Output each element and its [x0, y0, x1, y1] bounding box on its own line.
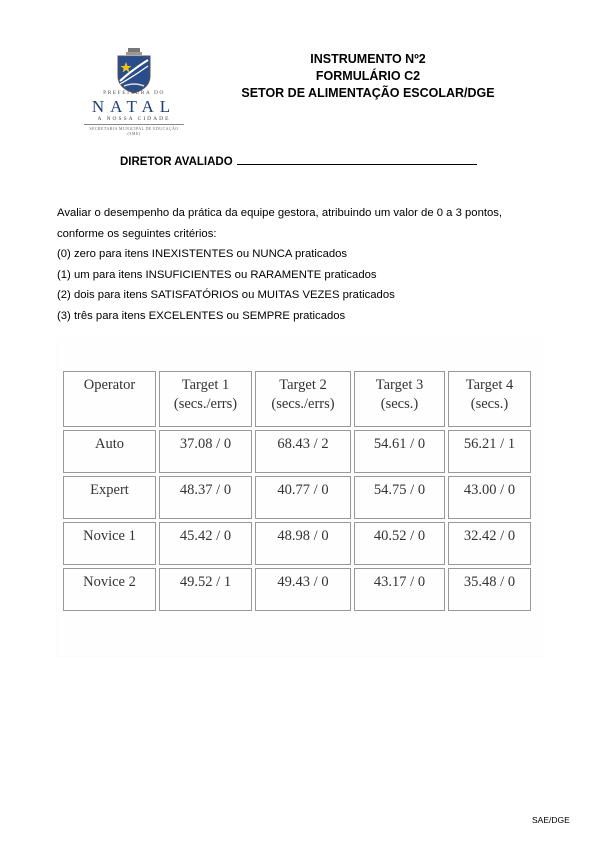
operator-cell: Novice 1 — [63, 522, 156, 565]
header-cell-line1: Operator — [83, 377, 136, 393]
criterion-zero: (0) zero para itens INEXISTENTES ou NUNCA praticados — [57, 248, 348, 261]
header-cell-line2: (secs./errs) — [271, 396, 335, 412]
table-cell: 49.43 / 0 — [255, 568, 351, 611]
table-row — [63, 568, 531, 611]
table-cell: 56.21 / 1 — [448, 430, 531, 473]
logo-subline — [76, 126, 192, 136]
header-cell-line1: Target 3 — [375, 377, 424, 393]
instructions — [57, 203, 502, 327]
page-footer: SAE/DGE — [532, 815, 570, 825]
criterion-three: (3) três para itens EXCELENTES ou SEMPRE praticados — [57, 309, 346, 322]
table-cell: 48.98 / 0 — [255, 522, 351, 565]
logo-ribbon-text: PREFEITURA DO — [103, 90, 165, 96]
table-cell: 43.17 / 0 — [354, 568, 445, 611]
results-table — [60, 368, 534, 614]
instruction-line: conforme os seguintes critérios: — [57, 227, 217, 240]
header-cell-line1: Target 4 — [465, 377, 514, 393]
table-header-row — [63, 371, 531, 427]
header-cell-line2: (secs.) — [380, 396, 419, 412]
header-cell-line2: (secs./errs) — [173, 396, 238, 412]
table-row — [63, 430, 531, 473]
table-cell: 45.42 / 0 — [159, 522, 252, 565]
header-cell-target-4 — [448, 371, 531, 427]
table-cell: 35.48 / 0 — [448, 568, 531, 611]
table-row — [63, 522, 531, 565]
logo-subline-2: (SME) — [127, 131, 141, 136]
header-instrument: INSTRUMENTO Nº2 — [310, 52, 426, 66]
table-cell: 48.37 / 0 — [159, 476, 252, 519]
crest-icon — [112, 48, 156, 94]
table-cell: 40.77 / 0 — [255, 476, 351, 519]
director-field — [120, 153, 477, 168]
logo-city-name: NATAL — [91, 97, 177, 116]
logo-divider — [84, 124, 184, 125]
criterion-one: (1) um para itens INSUFICIENTES ou RARAMENTE praticados — [57, 268, 377, 281]
operator-cell: Expert — [63, 476, 156, 519]
table-cell: 49.52 / 1 — [159, 568, 252, 611]
director-blank-line[interactable] — [237, 153, 477, 165]
results-table-image — [57, 338, 542, 656]
operator-cell: Novice 2 — [63, 568, 156, 611]
header-cell-line2: (secs.) — [470, 396, 509, 412]
criterion-two: (2) dois para itens SATISFATÓRIOS ou MUITAS VEZES praticados — [57, 289, 395, 302]
header-cell-line1: Target 2 — [279, 377, 327, 393]
table-cell: 68.43 / 2 — [255, 430, 351, 473]
table-cell: 40.52 / 0 — [354, 522, 445, 565]
document-header — [218, 51, 518, 102]
instruction-line: Avaliar o desempenho da prática da equipe gestora, atribuindo um valor de 0 a 3 pontos, — [57, 207, 503, 219]
table-cell: 43.00 / 0 — [448, 476, 531, 519]
header-sector: SETOR DE ALIMENTAÇÃO ESCOLAR/DGE — [241, 86, 495, 100]
logo-subline-1: SECRETARIA MUNICIPAL DE EDUCAÇÃO — [89, 126, 179, 131]
header-cell-target-1 — [159, 371, 252, 427]
table-cell: 37.08 / 0 — [159, 430, 252, 473]
header-cell-target-2 — [255, 371, 351, 427]
header-cell-line1: Target 1 — [181, 377, 230, 393]
header-cell-target-3 — [354, 371, 445, 427]
logo-tagline: A NOSSA CIDADE — [97, 116, 171, 122]
table-row — [63, 476, 531, 519]
table-cell: 32.42 / 0 — [448, 522, 531, 565]
table-cell: 54.61 / 0 — [354, 430, 445, 473]
director-label: DIRETOR AVALIADO — [120, 156, 233, 168]
header-form: FORMULÁRIO C2 — [315, 69, 421, 83]
table-cell: 54.75 / 0 — [354, 476, 445, 519]
city-logo — [76, 48, 192, 140]
header-cell-operator — [63, 371, 156, 427]
operator-cell: Auto — [63, 430, 156, 473]
